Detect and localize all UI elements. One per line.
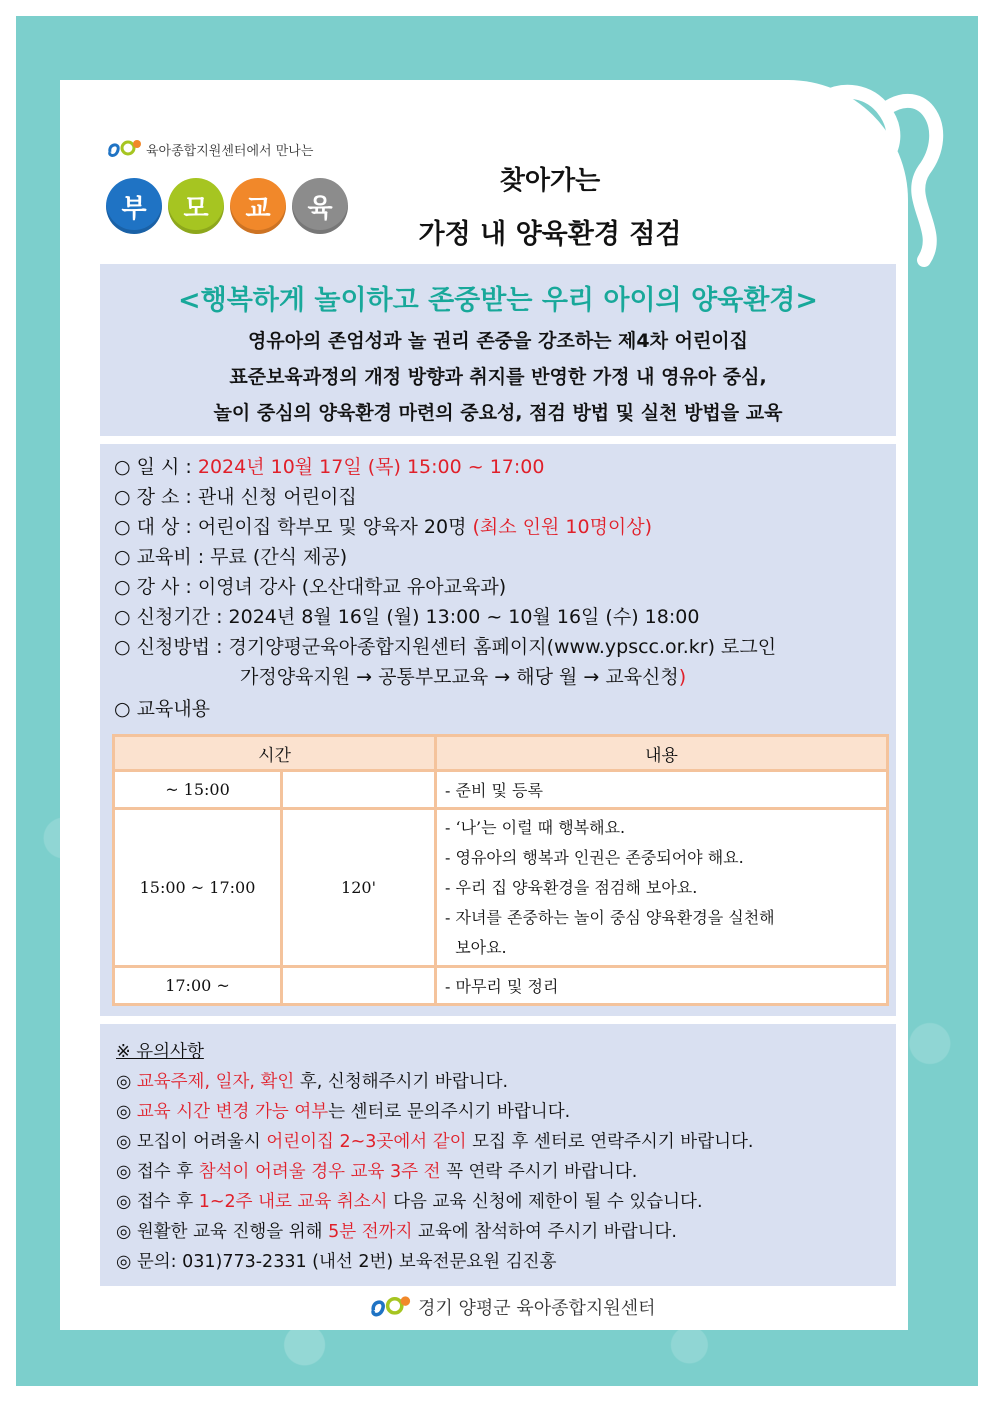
badge-bu: 부 bbox=[106, 178, 162, 234]
content-item: - 영유아의 행복과 인권은 존중되어야 해요. bbox=[445, 847, 744, 867]
info-method-path bbox=[240, 662, 686, 689]
note-emphasis: 5분 전까지 bbox=[328, 1222, 413, 1242]
note-text: 접수 후 bbox=[136, 1162, 199, 1182]
intro-line: 영유아의 존엄성과 놀 권리 존중을 강조하는 제4차 어린이집 bbox=[247, 330, 749, 352]
brand-tagline bbox=[106, 138, 313, 160]
note-text: 후, 신청해주시기 바랍니다. bbox=[294, 1072, 509, 1092]
note-item bbox=[116, 1098, 570, 1123]
row-duration bbox=[282, 771, 436, 809]
content-item: 보아요. bbox=[445, 937, 507, 957]
page-title-line1: 찾아가는 bbox=[499, 166, 601, 196]
note-emphasis: 1~2주 내로 교육 취소시 bbox=[198, 1192, 388, 1212]
row-duration: 120' bbox=[282, 809, 436, 967]
info-date-value: 2024년 10월 17일 (목) 15:00 ~ 17:00 bbox=[197, 456, 545, 478]
note-bullet: ◎ bbox=[116, 1192, 137, 1212]
badge-gyo: 교 bbox=[230, 178, 286, 234]
info-place: ○ 장 소 : 관내 신청 어린이집 bbox=[114, 486, 357, 508]
content-item: - 우리 집 양육환경을 점검해 보아요. bbox=[445, 877, 698, 897]
row-duration bbox=[282, 967, 436, 1005]
note-bullet: ◎ bbox=[116, 1222, 137, 1242]
info-target bbox=[114, 512, 652, 539]
note-bullet: ◎ bbox=[116, 1102, 137, 1122]
row-time: 15:00 ~ 17:00 bbox=[114, 809, 282, 967]
row-content bbox=[436, 809, 888, 967]
info-date bbox=[114, 452, 544, 479]
badge-mo: 모 bbox=[168, 178, 224, 234]
header-time: 시간 bbox=[114, 736, 436, 771]
table-row bbox=[114, 809, 888, 967]
row-content: - 준비 및 등록 bbox=[436, 771, 888, 809]
ribbon-decoration-icon bbox=[744, 40, 964, 270]
info-date-label: ○ 일 시 : bbox=[114, 456, 198, 478]
note-item bbox=[116, 1248, 557, 1273]
note-text: 접수 후 bbox=[136, 1192, 199, 1212]
brand-tagline-text: 육아종합지원센터에서 만나는 bbox=[146, 143, 314, 159]
info-fee: ○ 교육비 : 무료 (간식 제공) bbox=[114, 546, 348, 568]
note-bullet: ◎ bbox=[116, 1162, 137, 1182]
info-content-label: ○ 교육내용 bbox=[114, 698, 211, 720]
row-time: ~ 15:00 bbox=[114, 771, 282, 809]
intro-box bbox=[100, 264, 896, 436]
info-method-paren: ) bbox=[678, 666, 687, 688]
info-lecturer: ○ 강 사 : 이영녀 강사 (오산대학교 유아교육과) bbox=[114, 576, 507, 598]
note-text: 원활한 교육 진행을 위해 bbox=[136, 1222, 329, 1242]
note-emphasis: 어린이집 2~3곳에서 같이 bbox=[266, 1132, 467, 1152]
intro-line: 놀이 중심의 양육환경 마련의 중요성, 점검 방법 및 실천 방법을 교육 bbox=[213, 402, 783, 424]
note-text: 꼭 연락 주시기 바랍니다. bbox=[440, 1162, 638, 1182]
note-text: 교육에 참석하여 주시기 바랍니다. bbox=[412, 1222, 677, 1242]
info-method-path-text: 가정양육지원 → 공통부모교육 → 해당 월 → 교육신청 bbox=[240, 666, 679, 688]
info-target-note: (최소 인원 10명이상) bbox=[472, 516, 653, 538]
note-text: 다음 교육 신청에 제한이 될 수 있습니다. bbox=[387, 1192, 703, 1212]
note-item bbox=[116, 1128, 753, 1153]
note-item bbox=[116, 1068, 508, 1093]
note-emphasis: 참석이 어려울 경우 교육 3주 전 bbox=[198, 1162, 441, 1182]
table-row bbox=[114, 967, 888, 1005]
intro-heading: <행복하게 놀이하고 존중받는 우리 아이의 양육환경> bbox=[178, 285, 818, 316]
badge-yuk: 육 bbox=[292, 178, 348, 234]
row-content: - 마무리 및 정리 bbox=[436, 967, 888, 1005]
note-item bbox=[116, 1158, 637, 1183]
note-bullet: ◎ bbox=[116, 1132, 137, 1152]
note-text: 모집 후 센터로 연락주시기 바랍니다. bbox=[466, 1132, 754, 1152]
content-item: - 자녀를 존중하는 놀이 중심 양육환경을 실천해 bbox=[445, 907, 775, 927]
table-header-row bbox=[114, 736, 888, 771]
page-title-line2: 가정 내 양육환경 점검 bbox=[418, 219, 682, 250]
info-period: ○ 신청기간 : 2024년 8월 16일 (월) 13:00 ~ 10월 16일 (수) 18:00 bbox=[114, 606, 700, 628]
notes-box bbox=[100, 1024, 896, 1286]
note-bullet: ◎ bbox=[116, 1252, 137, 1272]
note-text: 는 센터로 문의주시기 바랍니다. bbox=[328, 1102, 571, 1122]
note-text: 모집이 어려울시 bbox=[136, 1132, 267, 1152]
table-row bbox=[114, 771, 888, 809]
note-emphasis: 교육 시간 변경 가능 여부 bbox=[136, 1102, 329, 1122]
parent-education-badges bbox=[106, 178, 348, 234]
info-method: ○ 신청방법 : 경기양평군육아종합지원센터 홈페이지(www.ypscc.or.kr) 로그인 bbox=[114, 636, 777, 658]
row-time: 17:00 ~ bbox=[114, 967, 282, 1005]
note-item bbox=[116, 1218, 677, 1243]
center-logo-icon bbox=[368, 1294, 412, 1320]
content-item: - ‘나’는 이럴 때 행복해요. bbox=[445, 817, 626, 837]
notes-heading: ※ 유의사항 bbox=[116, 1042, 204, 1062]
header-content: 내용 bbox=[436, 736, 888, 771]
footer-org bbox=[368, 1294, 656, 1320]
footer-org-name: 경기 양평군 육아종합지원센터 bbox=[418, 1298, 656, 1319]
info-target-label: ○ 대 상 : 어린이집 학부모 및 양육자 20명 bbox=[114, 516, 473, 538]
schedule-table bbox=[112, 734, 889, 1006]
note-bullet: ◎ bbox=[116, 1072, 137, 1092]
note-item bbox=[116, 1188, 703, 1213]
info-box bbox=[100, 444, 896, 1016]
note-contact: 문의: 031)773-2331 (내선 2번) 보육전문요원 김진홍 bbox=[136, 1252, 557, 1272]
intro-line: 표준보육과정의 개정 방향과 취지를 반영한 가정 내 영유아 중심, bbox=[229, 366, 767, 388]
center-logo-icon bbox=[106, 138, 142, 160]
note-emphasis: 교육주제, 일자, 확인 bbox=[136, 1072, 295, 1092]
